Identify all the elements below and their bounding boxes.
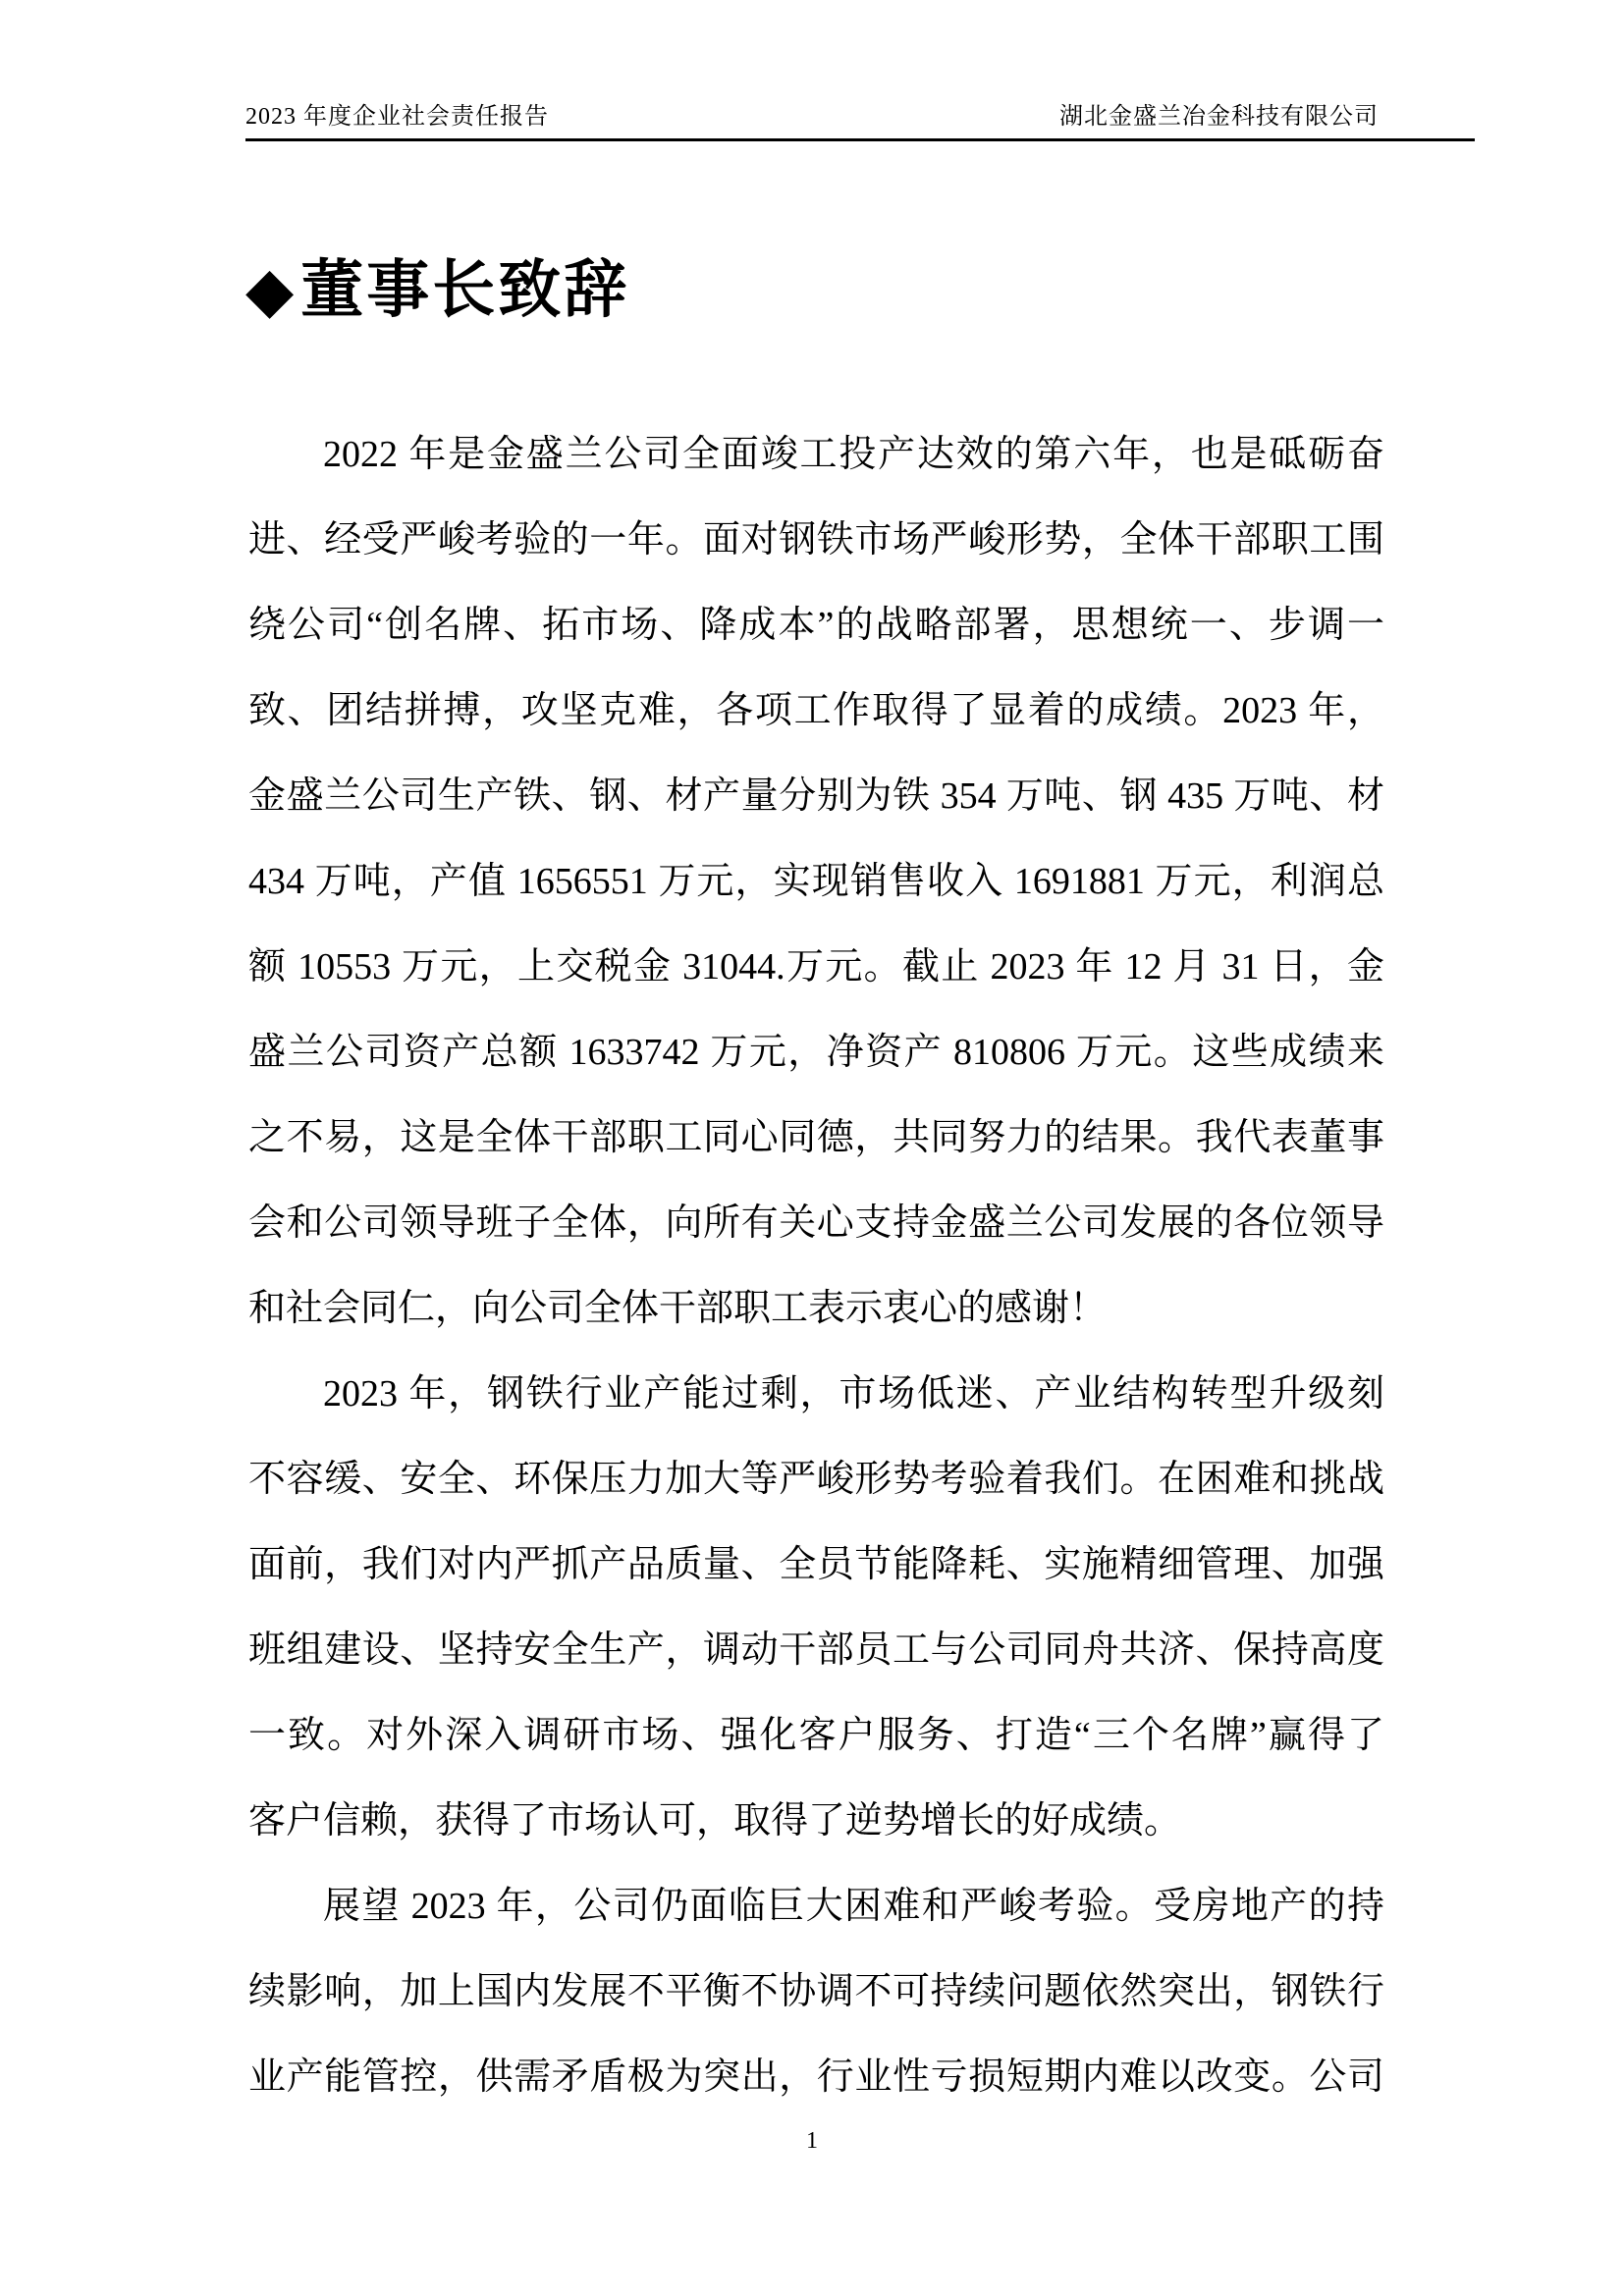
diamond-bullet-icon: ◆ bbox=[245, 255, 298, 325]
body-line: 会和公司领导班子全体，向所有关心支持金盛兰公司发展的各位领导 bbox=[248, 1202, 1384, 1244]
body-line: 绕公司“创名牌、拓市场、降成本”的战略部署，思想统一、步调一 bbox=[248, 605, 1384, 646]
body-line: 班组建设、坚持安全生产，调动干部员工与公司同舟共济、保持高度 bbox=[248, 1629, 1384, 1671]
body-line: 业产能管控，供需矛盾极为突出，行业性亏损短期内难以改变。公司 bbox=[248, 2056, 1384, 2098]
page-number: 1 bbox=[806, 2128, 818, 2154]
header-report-title: 2023 年度企业社会责任报告 bbox=[245, 104, 549, 130]
body-line: 金盛兰公司生产铁、钢、材产量分别为铁 354 万吨、钢 435 万吨、材 bbox=[248, 775, 1384, 817]
section-title-text: 董事长致辞 bbox=[300, 255, 630, 325]
body-line: 盛兰公司资产总额 1633742 万元，净资产 810806 万元。这些成绩来 bbox=[248, 1032, 1384, 1073]
page-header bbox=[245, 102, 1475, 141]
body-line: 展望 2023 年，公司仍面临巨大困难和严峻考验。受房地产的持 bbox=[323, 1886, 1384, 1927]
body-line: 致、团结拼搏，攻坚克难，各项工作取得了显着的成绩。2023 年， bbox=[248, 690, 1384, 731]
header-company-name: 湖北金盛兰冶金科技有限公司 bbox=[1059, 104, 1379, 130]
body-line: 一致。对外深入调研市场、强化客户服务、打造“三个名牌”赢得了 bbox=[248, 1715, 1384, 1756]
body-line: 客户信赖，获得了市场认可，取得了逆势增长的好成绩。 bbox=[248, 1800, 1182, 1842]
body-line: 2023 年，钢铁行业产能过剩，市场低迷、产业结构转型升级刻 bbox=[323, 1373, 1384, 1415]
body-text bbox=[248, 412, 1384, 2120]
body-line: 进、经受严峻考验的一年。面对钢铁市场严峻形势，全体干部职工围 bbox=[248, 519, 1384, 561]
body-line: 面前，我们对内严抓产品质量、全员节能降耗、实施精细管理、加强 bbox=[248, 1544, 1384, 1585]
body-line: 额 10553 万元，上交税金 31044.万元。截止 2023 年 12 月 31 日，金 bbox=[248, 946, 1384, 988]
body-line: 不容缓、安全、环保压力加大等严峻形势考验着我们。在困难和挑战 bbox=[248, 1459, 1384, 1500]
body-line: 和社会同仁，向公司全体干部职工表示衷心的感谢！ bbox=[248, 1288, 1108, 1329]
body-line: 434 万吨，产值 1656551 万元，实现销售收入 1691881 万元，利润总 bbox=[248, 861, 1384, 902]
section-title bbox=[245, 253, 629, 328]
body-line: 续影响，加上国内发展不平衡不协调不可持续问题依然突出，钢铁行 bbox=[248, 1971, 1384, 2012]
body-line: 2022 年是金盛兰公司全面竣工投产达效的第六年，也是砥砺奋 bbox=[323, 434, 1384, 475]
body-line: 之不易，这是全体干部职工同心同德，共同努力的结果。我代表董事 bbox=[248, 1117, 1384, 1158]
page-footer bbox=[0, 2126, 1624, 2156]
